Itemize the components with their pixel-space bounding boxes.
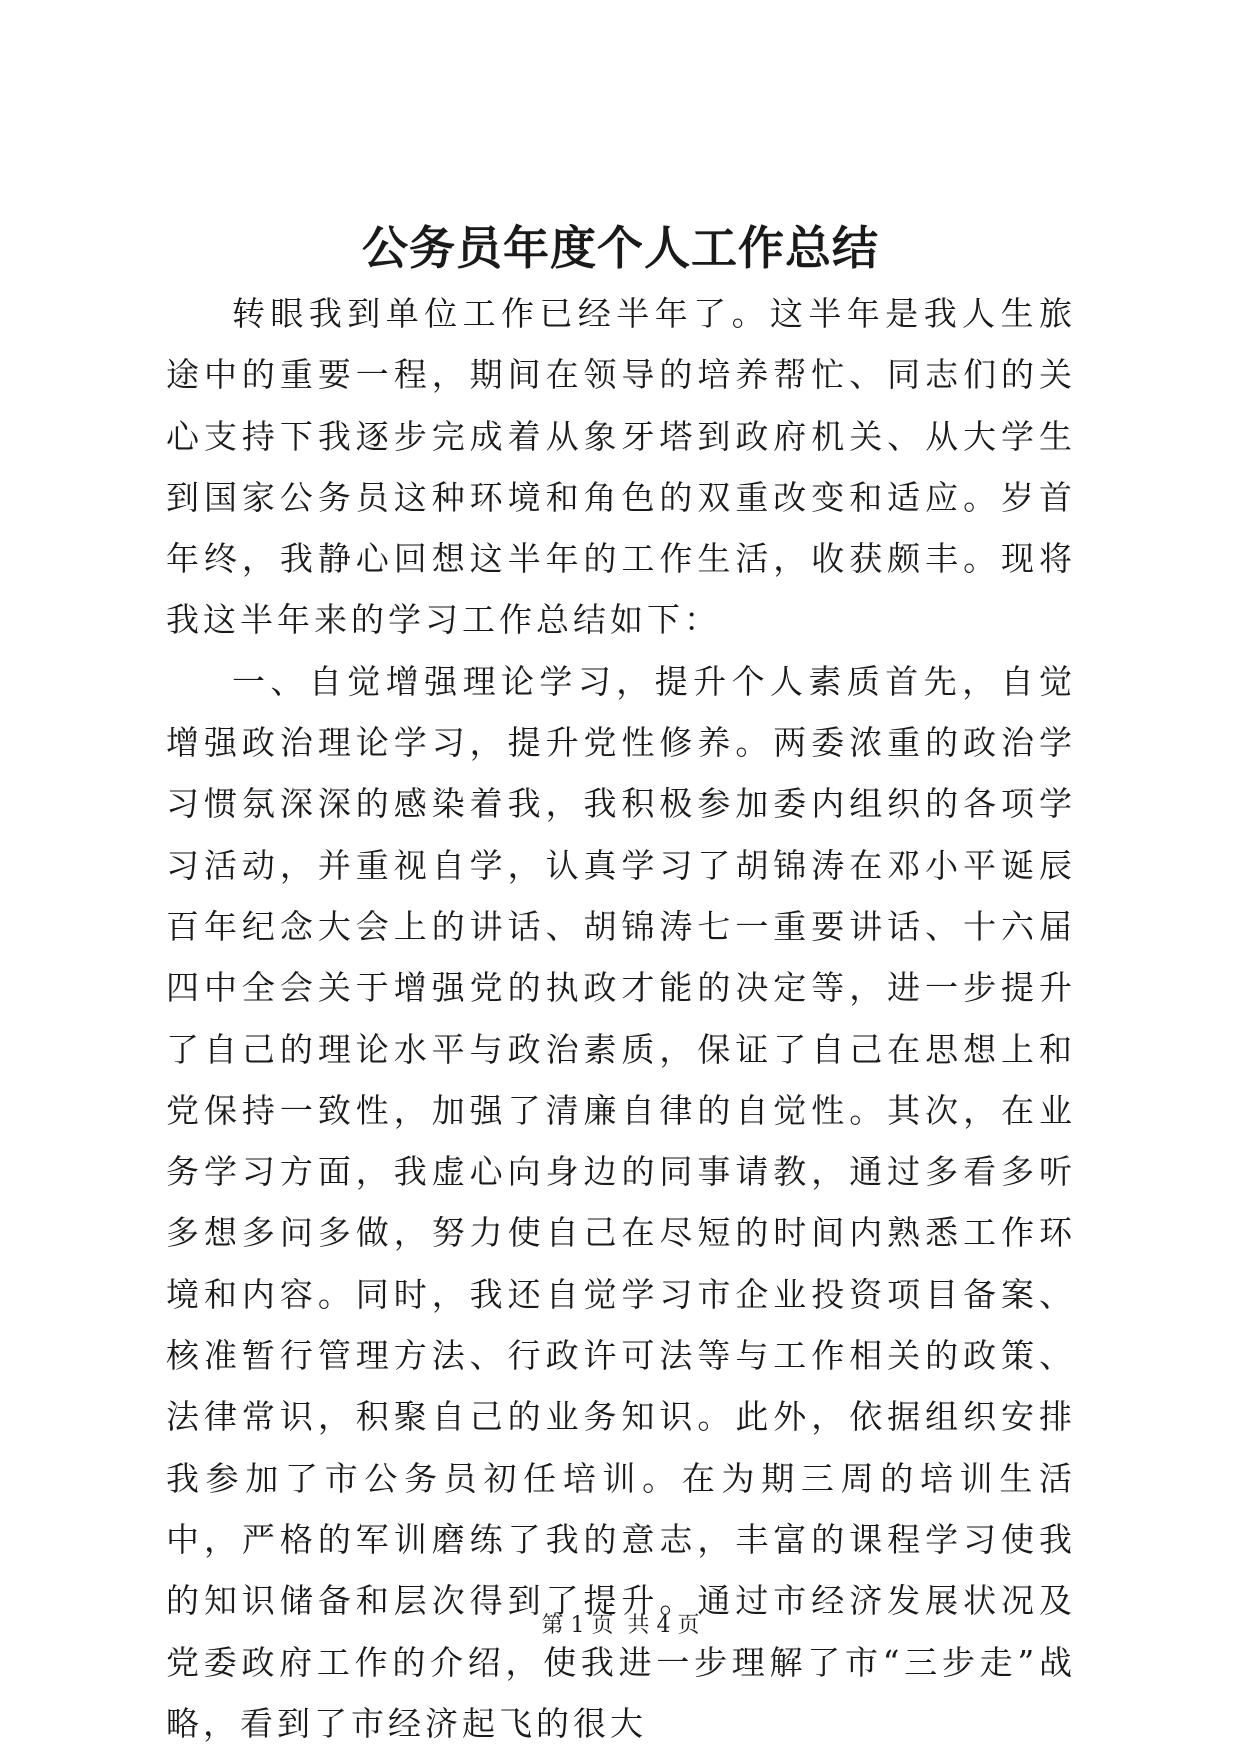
paragraph-section-one: 一、自觉增强理论学习，提升个人素质首先，自觉增强政治理论学习，提升党性修养。两委浓重的政治学习惯氛深深的感染着我，我积极参加委内组织的各项学习活动，并重视自学，认真学习了胡锦涛在邓小平诞辰百年纪念大会上的讲话、胡锦涛七一重要讲话、十六届四中全会关于增强党的执政才能的决定等，进一步提升了自己的理论水平与政治素质，保证了自己在思想上和党保持一致性，加强了清廉自律的自觉性。其次，在业务学习方面，我虚心向身边的同事请教，通过多看多听多想多问多做，努力使自己在尽短的时间内熟悉工作环境和内容。同时，我还自觉学习市企业投资项目备案、核准暂行管理方法、行政许可法等与工作相关的政策、法律常识，积聚自己的业务知识。此外，依据组织安排我参加了市公务员初任培训。在为期三周的培训生活中，严格的军训磨练了我的意志，丰富的课程学习使我的知识储备和层次得到了提升。通过市经济发展状况及党委政府工作的介绍，使我进一步理解了市“三步走”战略，看到了市经济起飞的很大 [166, 661, 1076, 1743]
page-total: 共 4 页 [627, 1613, 700, 1638]
page-number: 第 1 页 [541, 1613, 614, 1638]
document-body [166, 283, 1076, 1754]
page-footer [0, 1612, 1241, 1640]
paragraph-intro: 转眼我到单位工作已经半年了。这半年是我人生旅途中的重要一程，期间在领导的培养帮忙、同志们的关心支持下我逐步完成着从象牙塔到政府机关、从大学生到国家公务员这种环境和角色的双重改变和适应。岁首年终，我静心回想这半年的工作生活，收获颇丰。现将我这半年来的学习工作总结如下： [166, 294, 1076, 640]
document-title: 公务员年度个人工作总结 [362, 221, 879, 275]
